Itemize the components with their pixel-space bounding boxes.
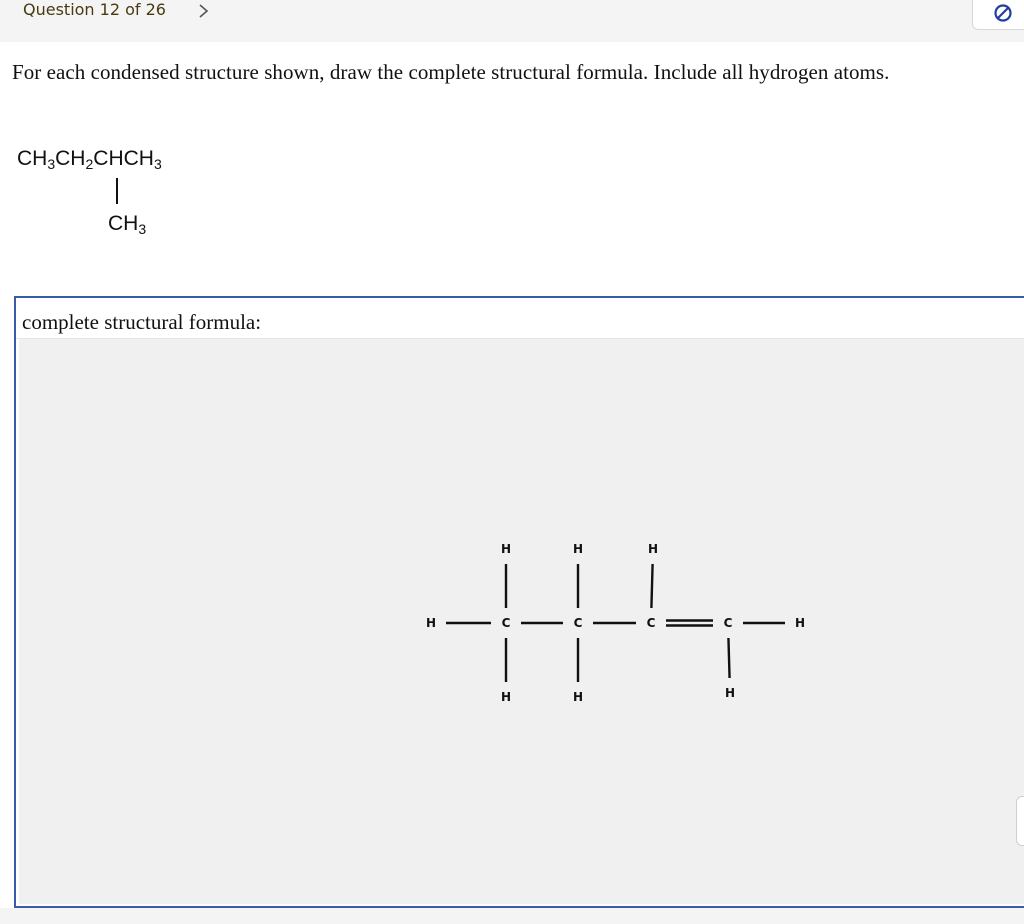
- carbon-atom-label: C: [723, 616, 733, 630]
- hydrogen-atom-label: H: [572, 690, 584, 704]
- main-chain-group: $CH_3$: [17, 147, 56, 172]
- question-prompt: For each condensed structure shown, draw the complete structural formula. Include all hydrogen atoms.: [12, 60, 890, 84]
- carbon-atom-label: C: [501, 616, 511, 630]
- answer-label: complete structural formula:: [22, 310, 262, 334]
- branch-group: $CH_3$: [108, 212, 147, 237]
- hydrogen-atom-label: H: [647, 542, 659, 556]
- chevron-right-icon[interactable]: [197, 1, 211, 21]
- branch-bond: [116, 178, 118, 204]
- hydrogen-atom-label: H: [724, 686, 736, 700]
- question-header: [0, 0, 1024, 42]
- hydrogen-atom-label: H: [572, 542, 584, 556]
- main-chain-group: $CHCH_3$: [93, 147, 162, 172]
- hydrogen-atom-label: H: [500, 542, 512, 556]
- drawing-canvas[interactable]: [19, 339, 1024, 904]
- status-button[interactable]: [972, 0, 1024, 30]
- condensed-structure: [17, 145, 162, 173]
- carbon-atom-label: C: [573, 616, 583, 630]
- carbon-atom-label: C: [646, 616, 656, 630]
- question-counter: Question 12 of 26: [23, 0, 166, 19]
- hydrogen-atom-label: H: [500, 690, 512, 704]
- hydrogen-atom-label: H: [425, 616, 437, 630]
- side-tab-handle[interactable]: [1016, 796, 1024, 846]
- circle-slash-icon: [993, 3, 1013, 23]
- hydrogen-atom-label: H: [794, 616, 806, 630]
- answer-panel: [14, 296, 1024, 908]
- main-chain-group: $CH_2$: [55, 147, 94, 172]
- bottom-bar: [0, 908, 1024, 924]
